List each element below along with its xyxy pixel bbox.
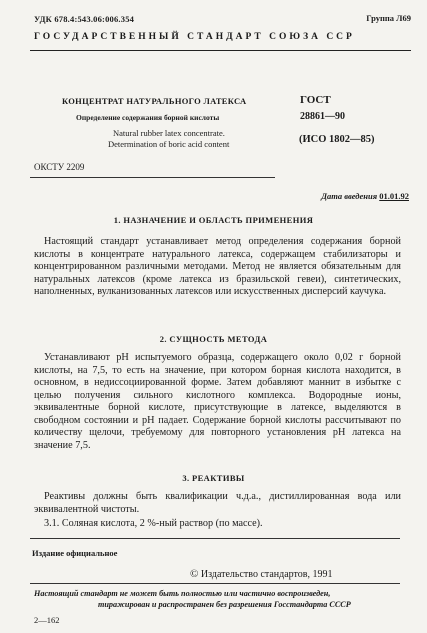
- copyright-symbol: ©: [190, 568, 199, 580]
- copyright-line: [190, 568, 333, 580]
- notice-line-1: Настоящий стандарт не может быть полностью или частично воспроизведен,: [34, 589, 331, 598]
- document-title: КОНЦЕНТРАТ НАТУРАЛЬНОГО ЛАТЕКСА: [62, 96, 247, 106]
- section-3-heading: 3. РЕАКТИВЫ: [182, 473, 245, 483]
- english-title-line-2: Determination of boric acid content: [108, 139, 230, 149]
- copyright-text: Издательство стандартов, 1991: [200, 569, 333, 580]
- footer-divider: [30, 538, 400, 539]
- page-code: 2—162: [34, 615, 60, 625]
- standard-name: ГОСУДАРСТВЕННЫЙ СТАНДАРТ СОЮЗА ССР: [34, 32, 355, 42]
- section-3-text: Реактивы должны быть квалификации ч.д.а., дистиллированная вода или эквивалентной чистоты.: [34, 491, 401, 515]
- notice-divider: [30, 583, 400, 584]
- iso-reference: (ИСО 1802—85): [299, 134, 375, 145]
- gost-number: 28861—90: [300, 111, 345, 122]
- udk-code: УДК 678.4:543.06:006.354: [34, 14, 135, 24]
- introduction-date-value: 01.01.92: [379, 191, 409, 201]
- section-2-text: Устанавливают pH испытуемого образца, содержащего около 0,02 г борной кислоты, на 7,5, то есть на значение, при котором борная кислота находится, в основном, в недиссоциированной форме. Затем добавляют маннит в избытке с целью получения сильного кислотного комплекса. Водородные ионы, эквивалентные борной кислоте, присутствующие в латексе, выделяются в свободном состоянии и pH падает. Содержание борной кислоты рассчитывают по количеству щелочи, требуемому для повторного установления pH латекса на значение 7,5.: [34, 352, 401, 451]
- okstu-code: ОКСТУ 2209: [34, 162, 85, 172]
- edition-label: Издание официальное: [32, 548, 118, 558]
- introduction-date: [321, 191, 409, 201]
- english-title-line-1: Natural rubber latex concentrate.: [113, 128, 225, 138]
- section-2-heading: 2. СУЩНОСТЬ МЕТОДА: [159, 334, 268, 344]
- introduction-date-label: Дата введения: [321, 191, 378, 201]
- okstu-divider: [30, 177, 275, 178]
- group-code: Группа Л69: [366, 13, 411, 23]
- header-divider: [30, 50, 411, 51]
- section-1-text: Настоящий стандарт устанавливает метод определения содержания борной кислоты в концентрате натурального латекса, содержащем стабилизаторы и концентрированном различными методами. Метод не является обязательным для натуральных латексов (кроме латекса из бразильской гевеи), синтетических, наполненных, вулканизованных латексов или искусственных дисперсий каучука.: [34, 236, 401, 297]
- section-1-heading: 1. НАЗНАЧЕНИЕ И ОБЛАСТЬ ПРИМЕНЕНИЯ: [113, 215, 314, 225]
- section-3-1-text: 3.1. Соляная кислота, 2 %-ный раствор (по массе).: [44, 518, 263, 529]
- gost-label: ГОСТ: [300, 94, 331, 106]
- notice-line-2: тиражирован и распространен без разрешения Госстандарта СССР: [98, 600, 351, 609]
- document-subtitle: Определение содержания борной кислоты: [76, 113, 220, 122]
